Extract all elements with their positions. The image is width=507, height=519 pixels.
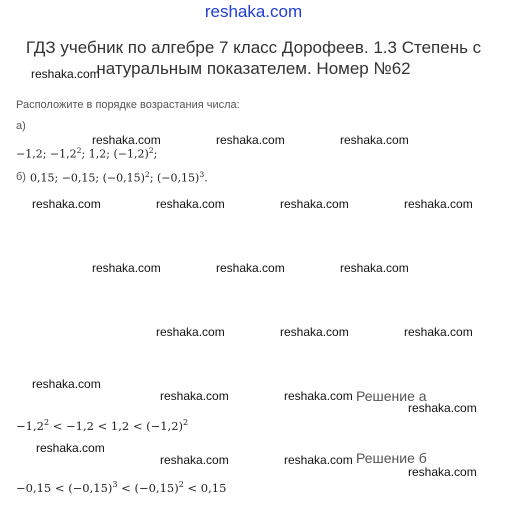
watermark: reshaka.com (216, 133, 285, 147)
watermark: reshaka.com (340, 261, 409, 275)
part-b-label: б) (16, 171, 26, 183)
watermark: reshaka.com (160, 389, 229, 403)
watermark: reshaka.com (280, 197, 349, 211)
watermark: reshaka.com (36, 441, 105, 455)
task-intro: Расположите в порядке возрастания числа: (16, 99, 240, 111)
watermark: reshaka.com (216, 261, 285, 275)
watermark: reshaka.com (32, 197, 101, 211)
part-b-numbers: 0,15; −0,15; $(-0,15)^2$; $(-0,15)^3$. (30, 170, 208, 185)
part-a-numbers: −1,2; $-1,2^2$; 1,2; $(-1,2)^2$; (16, 146, 158, 161)
watermark: reshaka.com (408, 465, 477, 479)
watermark: reshaka.com (284, 453, 353, 467)
watermark: reshaka.com (32, 377, 101, 391)
part-a-label: а) (16, 120, 26, 132)
watermark: reshaka.com (31, 67, 100, 81)
solution-b-label: Решение б (356, 450, 427, 466)
site-logo-text[interactable]: reshaka.com (204, 2, 303, 21)
watermark: reshaka.com (156, 325, 225, 339)
watermark: reshaka.com (92, 133, 161, 147)
watermark: reshaka.com (156, 197, 225, 211)
watermark: reshaka.com (284, 389, 353, 403)
watermark: reshaka.com (92, 261, 161, 275)
page-title-line-2: натуральным показателем. Номер №62 (96, 59, 411, 78)
solution-b-answer: $-0,15 < (-0,15)^3 < (-0,15)^2 < 0,15$ (16, 480, 227, 495)
watermark: reshaka.com (404, 325, 473, 339)
watermark: reshaka.com (340, 133, 409, 147)
watermark: reshaka.com (404, 197, 473, 211)
solution-a-answer: $-1,2^2 < -1,2 < 1,2 < (-1,2)^2$ (16, 418, 189, 433)
solution-a-label: Решение а (356, 388, 427, 404)
page-title-line-1: ГДЗ учебник по алгебре 7 класс Дорофеев. 1.3 Степень с (25, 38, 482, 57)
watermark: reshaka.com (408, 401, 477, 415)
watermark: reshaka.com (280, 325, 349, 339)
watermark: reshaka.com (160, 453, 229, 467)
